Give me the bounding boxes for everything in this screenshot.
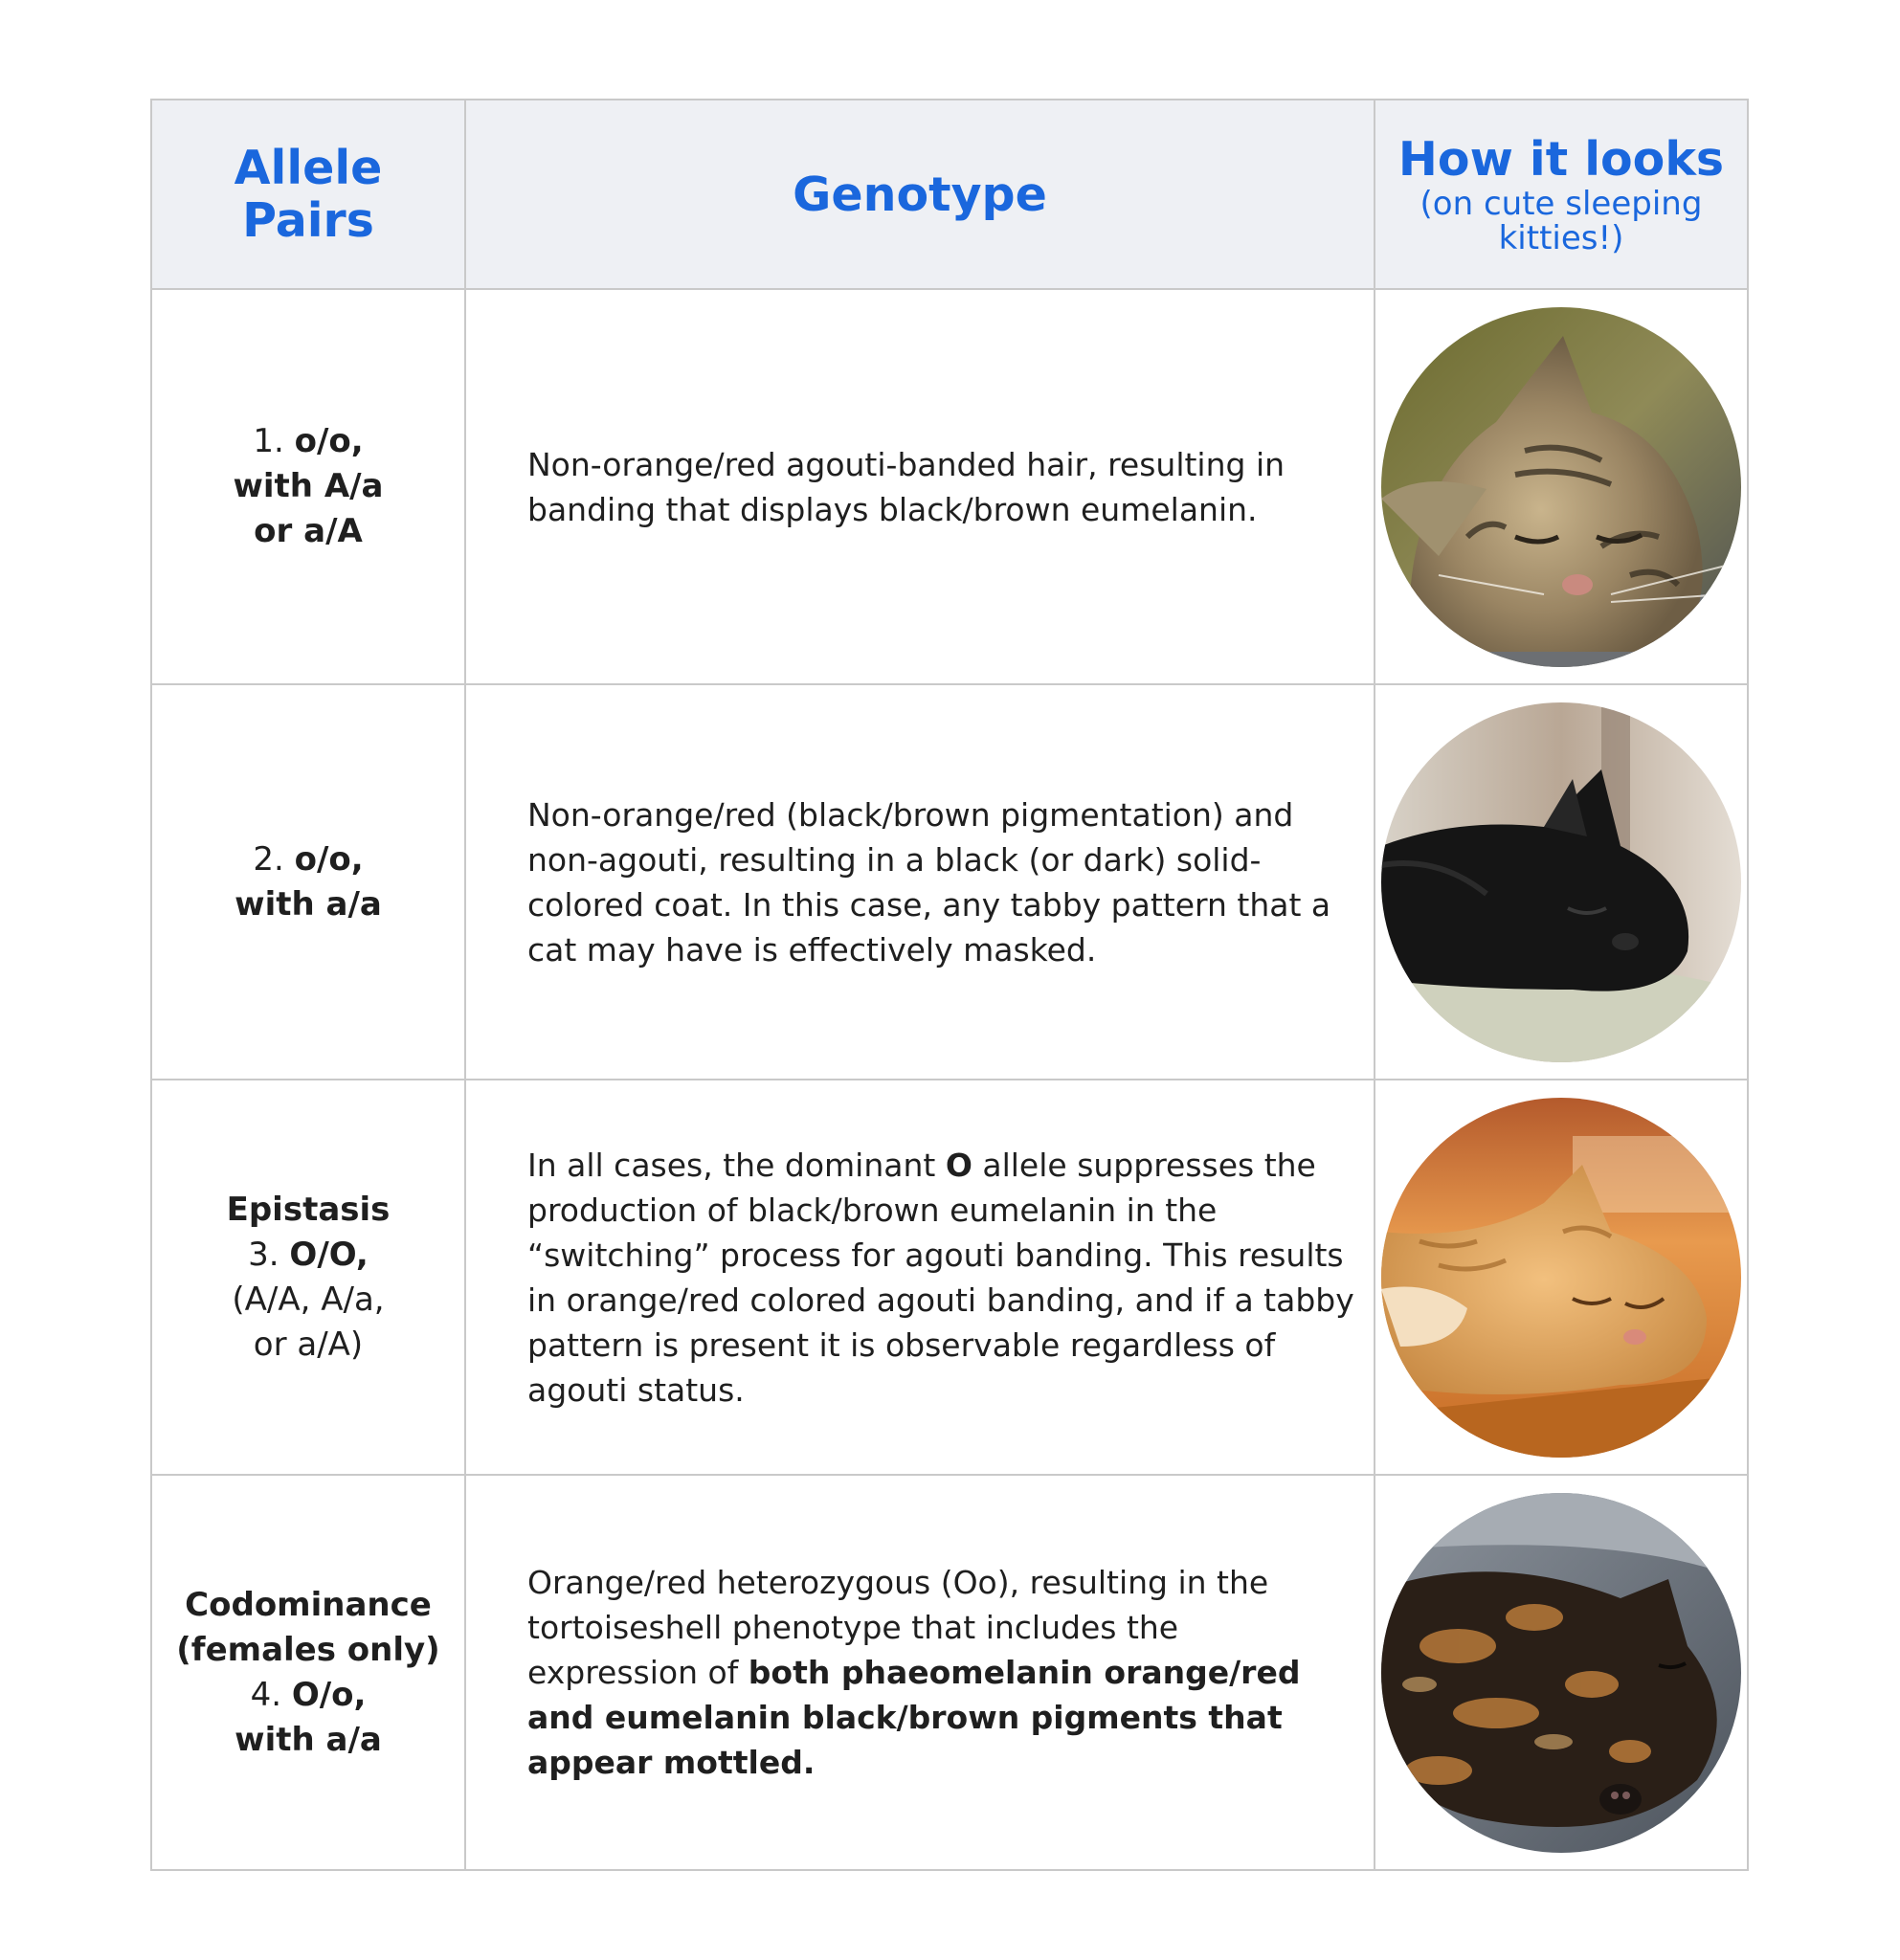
allele-number: 4. [250,1675,292,1714]
genotype-header [465,100,1375,289]
allele-agouti: with a/a [235,1720,382,1759]
genotype-description: Non-orange/red agouti-banded hair, resulting in banding that displays black/brown eumelanin. [527,445,1285,528]
tortoiseshell-sleeping-cat-photo [1381,1493,1741,1853]
table-row [151,1080,1748,1475]
allele-cell [151,1080,465,1475]
allele-cell [151,1475,465,1870]
allele-agouti-alt: or a/A [254,512,363,550]
genotype-cell [465,1475,1375,1870]
allele-genotype: O/o, [291,1675,367,1714]
photo-cell [1375,289,1748,684]
table-row [151,289,1748,684]
genotype-description: In all cases, the dominant [527,1146,946,1184]
allele-genotype: o/o, [294,839,364,879]
genotype-dominant-allele: O [945,1146,972,1184]
photo-cell [1375,1475,1748,1870]
genotype-header-label: Genotype [793,167,1047,222]
allele-category: Epistasis [226,1190,391,1229]
allele-agouti: with A/a [233,467,384,505]
allele-agouti-alt: or a/A) [253,1325,364,1364]
allele-number: 2. [253,839,295,879]
allele-category-note: (females only) [176,1630,440,1669]
orange-sleeping-cat-photo [1381,1098,1741,1458]
allele-cell [151,684,465,1080]
genotype-description-cont: allele suppresses the production of black/brown eumelanin in the “switching” process for agouti banding. This results in orange/red colored agouti banding, and if a tabby pattern is present it is observable regardless of agouti status. [527,1146,1354,1409]
genotype-cell [465,1080,1375,1475]
table-row [151,1475,1748,1870]
allele-category: Codominance [185,1585,432,1624]
black-sleeping-cat-photo [1381,702,1741,1062]
allele-pairs-header-line2: Pairs [242,193,374,248]
genotype-highlight: both phaeomelanin orange/red and eumelanin black/brown pigments that appear mottled. [527,1654,1301,1781]
allele-table [150,99,1749,1871]
table-row [151,684,1748,1080]
genotype-cell [465,289,1375,684]
how-it-looks-header-label: How it looks [1397,132,1725,187]
tabby-sleeping-cat-photo [1381,307,1741,667]
allele-agouti: (A/A, A/a, [232,1280,385,1319]
allele-number: 3. [248,1235,290,1274]
how-it-looks-subtitle-line2: kitties!) [1498,219,1624,257]
photo-cell [1375,684,1748,1080]
header-row [151,100,1748,289]
allele-pairs-header-line1: Allele [234,141,383,195]
genotype-cell [465,684,1375,1080]
photo-cell [1375,1080,1748,1475]
allele-number: 1. [253,422,295,460]
genotype-description: Orange/red heterozygous (Oo), resulting in the tortoiseshell phenotype that includes the expression of [527,1564,1269,1691]
allele-pairs-header [151,100,465,289]
how-it-looks-subtitle-line1: (on cute sleeping [1419,185,1703,223]
allele-agouti: with a/a [235,884,382,924]
allele-genotype: o/o, [294,422,364,460]
allele-genotype: O/O, [289,1235,369,1274]
genotype-description: Non-orange/red (black/brown pigmentation) and non-agouti, resulting in a black (or dark) solid-colored coat. In this case, any tabby pattern that a cat may have is effectively masked. [527,795,1331,969]
how-it-looks-header [1375,100,1748,289]
allele-cell [151,289,465,684]
